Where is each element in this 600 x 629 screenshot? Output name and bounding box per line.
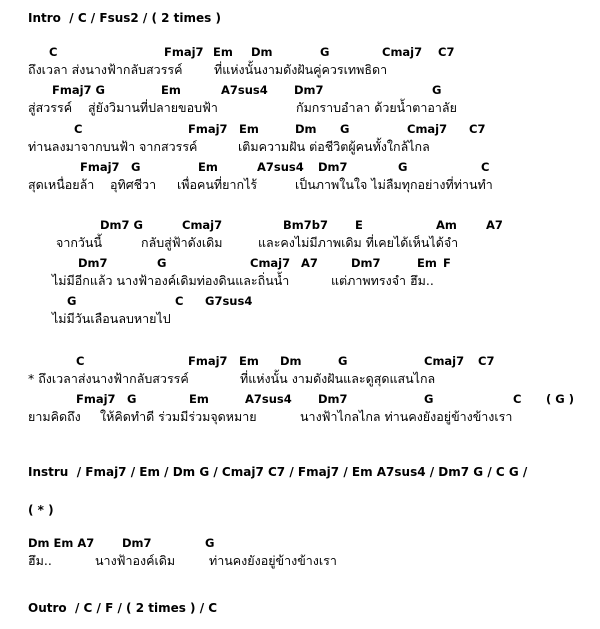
chord: G: [205, 536, 215, 550]
chord: Dm7: [122, 536, 152, 550]
chord: Em: [189, 392, 209, 406]
chord: A7sus4: [245, 392, 292, 406]
lyric-segment: สุดเหนื่อยล้า: [28, 177, 95, 192]
chord: Dm7: [351, 256, 381, 270]
lyric-segment: ถึงเวลา ส่งนางฟ้ากลับสวรรค์: [28, 62, 183, 77]
chord: F: [443, 256, 451, 270]
chord-line: [0, 391, 600, 407]
chord: C: [481, 160, 490, 174]
lyric-segment: ท่านลงมาจากบนฟ้า จากสวรรค์: [28, 139, 198, 154]
chord: Em: [161, 83, 181, 97]
chord: A7sus4: [221, 83, 268, 97]
instru-line: [0, 464, 600, 480]
lyric-line: [0, 273, 600, 289]
chord: Fmaj7: [188, 122, 228, 136]
chord-line: [0, 82, 600, 98]
lyric-segment: เติมความฝัน ต่อชีวิตผู้คนทั้งใกล้ไกล: [238, 139, 430, 154]
chord: Fmaj7 G: [52, 83, 105, 97]
chord: G: [398, 160, 408, 174]
chord: Em: [417, 256, 437, 270]
repeat-marker-line: [0, 502, 600, 518]
chord: C: [74, 122, 83, 136]
lyric-segment: ท่านคงยังอยู่ข้างข้างเรา: [209, 553, 337, 568]
chord-line: [0, 255, 600, 271]
chord: A7: [486, 218, 503, 232]
chord: Dm7: [78, 256, 108, 270]
chord: C: [175, 294, 184, 308]
lyric-segment: ที่แห่งนั้น งามดังฝันและดูสุดแสนไกล: [240, 371, 436, 386]
chord: C7: [438, 45, 455, 59]
chord: Em: [198, 160, 218, 174]
intro-text: Intro / C / Fsus2 / ( 2 times ): [28, 11, 221, 25]
chord: Dm7: [318, 392, 348, 406]
lyric-segment: สู่ยังวิมานที่ปลายขอบฟ้า: [88, 100, 218, 115]
chord: C: [49, 45, 58, 59]
lyric-segment: นางฟ้าไกลไกล ท่านคงยังอยู่ข้างข้างเรา: [300, 409, 513, 424]
chord: Em: [213, 45, 233, 59]
chord: Am: [436, 218, 457, 232]
lyric-line: [0, 371, 600, 387]
lyric-segment: อุทิศชีวา: [110, 177, 157, 192]
chord: Em: [239, 122, 259, 136]
repeat-marker: ( * ): [28, 503, 54, 517]
chord: Cmaj7: [250, 256, 291, 270]
lyric-segment: ไม่มีวันเลือนลบหายไป: [52, 311, 171, 326]
lyric-line: [0, 409, 600, 425]
lyric-line: [0, 553, 600, 569]
chord: G: [320, 45, 330, 59]
chord-line: [0, 217, 600, 233]
lyric-line: [0, 311, 600, 327]
chord: G7sus4: [205, 294, 253, 308]
chord: E: [355, 218, 363, 232]
chord: Dm7: [294, 83, 324, 97]
lyric-segment: กัมกราบอำลา ด้วยน้ำตาอาลัย: [296, 100, 457, 115]
chord: C: [513, 392, 522, 406]
lyric-segment: เพื่อคนที่ยากไร้: [177, 177, 258, 192]
outro-text: Outro / C / F / ( 2 times ) / C: [28, 601, 218, 615]
lyric-segment: และคงไม่มีภาพเดิม ที่เคยได้เห็นได้จำ: [258, 235, 459, 250]
lyric-segment: นางฟ้าองค์เดิม: [95, 553, 176, 568]
chord: C: [76, 354, 85, 368]
chord: G: [338, 354, 348, 368]
chord: Cmaj7: [382, 45, 423, 59]
chord-line: [0, 353, 600, 369]
chord: Cmaj7: [182, 218, 223, 232]
chord-line: [0, 293, 600, 309]
lyric-segment: * ถึงเวลาส่งนางฟ้ากลับสวรรค์: [28, 371, 189, 386]
chord: C7: [469, 122, 486, 136]
lyric-segment: ฮึม..: [28, 553, 52, 568]
chord: Fmaj7: [164, 45, 204, 59]
chord-line: [0, 159, 600, 175]
outro-line: [0, 600, 600, 616]
lyric-segment: เป็นภาพในใจ ไม่ลืมทุกอย่างที่ท่านทำ: [295, 177, 493, 192]
instru-text: Instru / Fmaj7 / Em / Dm G / Cmaj7 C7 / Fmaj7 / Em A7sus4 / Dm7 G / C G /: [28, 465, 528, 479]
chord: G: [432, 83, 442, 97]
chord: Dm Em A7: [28, 536, 95, 550]
lyric-line: [0, 235, 600, 251]
chord: Cmaj7: [424, 354, 465, 368]
lyric-segment: สู่สวรรค์: [28, 100, 73, 115]
chord: Dm7 G: [100, 218, 143, 232]
lyric-line: [0, 62, 600, 78]
lyric-segment: ให้คิดทำดี ร่วมมีร่วมจุดหมาย: [100, 409, 257, 424]
chord-line: [0, 535, 600, 551]
chord: G: [157, 256, 167, 270]
chord: Em: [239, 354, 259, 368]
chord: Fmaj7: [80, 160, 120, 174]
lyric-segment: แต่ภาพทรงจำ ฮึม..: [331, 273, 434, 288]
lyric-segment: กลับสู่ฟ้าดังเดิม: [141, 235, 223, 250]
chord-line: [0, 44, 600, 60]
chord: C7: [478, 354, 495, 368]
chord: G: [340, 122, 350, 136]
chord: Cmaj7: [407, 122, 448, 136]
chord: Fmaj7: [76, 392, 116, 406]
lyric-line: [0, 139, 600, 155]
lyric-segment: ยามคิดถึง: [28, 409, 81, 424]
chord: Dm: [251, 45, 273, 59]
lyric-segment: ที่แห่งนั้นงามดังฝันคู่ควรเทพธิดา: [214, 62, 388, 77]
chord: A7sus4: [257, 160, 304, 174]
chord: Bm7b7: [283, 218, 328, 232]
chord: G: [131, 160, 141, 174]
chord: G: [67, 294, 77, 308]
lyric-segment: ไม่มีอีกแล้ว นางฟ้าองค์เดิมท่องดินและถิ่นน้ำ: [52, 273, 290, 288]
chord: G: [127, 392, 137, 406]
chord: G: [424, 392, 434, 406]
lyric-segment: จากวันนี้: [56, 235, 103, 250]
chord-line: [0, 121, 600, 137]
lyric-line: [0, 177, 600, 193]
chord: ( G ): [546, 392, 574, 406]
lyric-line: [0, 100, 600, 116]
chord: Dm: [280, 354, 302, 368]
chord: Dm: [295, 122, 317, 136]
chord: A7: [301, 256, 318, 270]
chord: Fmaj7: [188, 354, 228, 368]
intro-line: [0, 10, 600, 26]
chord: Dm7: [318, 160, 348, 174]
